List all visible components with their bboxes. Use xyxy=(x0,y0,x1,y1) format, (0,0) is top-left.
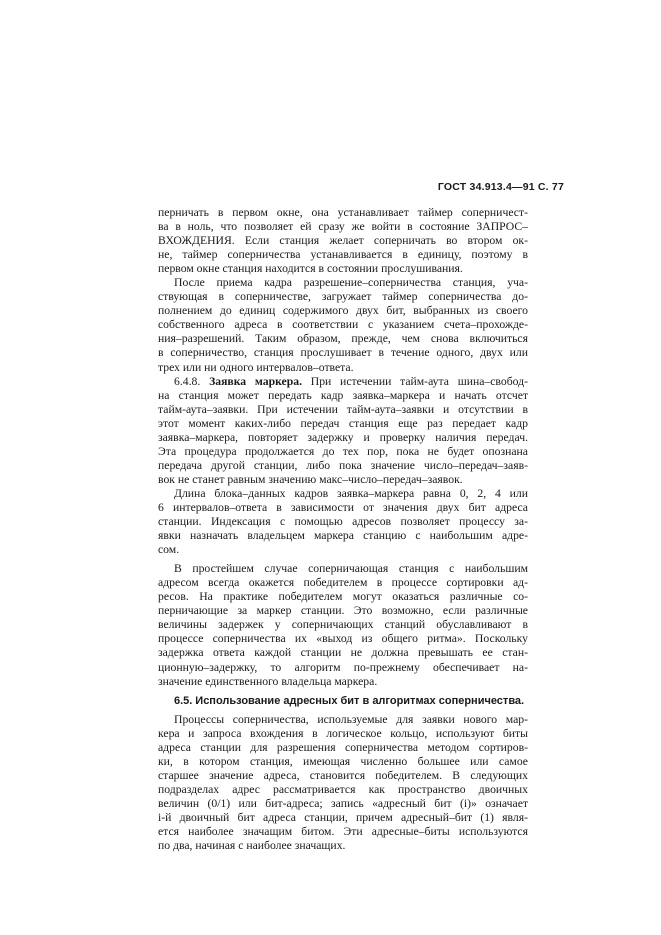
text-line: Длина блока–данных кадров заявка–маркера равна 0, 2, 4 или xyxy=(174,486,528,500)
text-line: ки, в котором станция, имеющая численно большее или самое xyxy=(158,754,528,768)
text-line: старшее значение адреса, становится победителем. В следующих xyxy=(158,768,528,782)
text-line: ресов. На практике победителем могут оказаться различные со- xyxy=(158,590,528,604)
text-line: тайм-аута–заявки. При истечении тайм-аута–заявки и отсутствии в xyxy=(158,402,528,416)
text-line: в соперничество, станция прослушивает в течение одного, двух или xyxy=(158,346,528,360)
text-line: Процессы соперничества, используемые для заявки нового мар- xyxy=(174,712,528,726)
paragraph-5 xyxy=(158,562,528,688)
paragraph-4 xyxy=(158,487,528,557)
text-line xyxy=(158,375,528,389)
text-line: трех или ни одного интервалов–ответа. xyxy=(158,360,354,374)
text-line: передача другой станции, либо пока значение число–передач–заяв- xyxy=(158,458,528,472)
text-line: по два, начиная с наиболее значащих. xyxy=(158,839,346,853)
text-line: подразделах адрес рассматривается как пространство двоичных xyxy=(158,782,528,796)
text-fragment: При истечении тайм-аута шина–свобод- xyxy=(310,374,529,388)
text-line: вок не станет равным значению макс–число–передач–заявок. xyxy=(158,472,463,486)
text-line: ствующая в соперничестве, загружает таймер соперничества до- xyxy=(158,290,528,304)
text-line: сом. xyxy=(158,543,180,557)
text-line: перничающие за маркер станции. Это возможно, если различные xyxy=(158,604,528,618)
text-line: не, таймер соперничества устанавливается в единицу, поэтому в xyxy=(158,248,528,262)
document-body xyxy=(158,206,528,853)
text-line: величин (0/1) или бит-адреса; запись «адресный бит (i)» означает xyxy=(158,796,528,810)
page-header: ГОСТ 34.913.4—91 С. 77 xyxy=(437,181,564,193)
text-line: на станция может передать кадр заявка–маркера и начать отсчет xyxy=(158,388,528,402)
text-line: перничать в первом окне, она устанавливает таймер соперничест- xyxy=(158,206,528,219)
text-line xyxy=(158,694,528,708)
text-line: заявка–маркера, повторяет задержку и проверку наличия передач. xyxy=(158,430,528,444)
section-number: 6.4.8. xyxy=(174,374,201,388)
text-line: станции. Индексация с помощью адресов позволяет процессу за- xyxy=(158,515,528,529)
text-line: ва в ноль, что позволяет ей сразу же войти в состояние ЗАПРОС– xyxy=(158,220,528,234)
text-line: процессе соперничества их «выход из общего ритма». Поскольку xyxy=(158,632,528,646)
text-line: адреса станции для разрешения соперничества методом сортиров- xyxy=(158,740,528,754)
section-6-4-8 xyxy=(158,375,528,487)
text-line: ВХОЖДЕНИЯ. Если станция желает соперничать во втором ок- xyxy=(158,234,528,248)
text-line: этот момент каких-либо передач станция еще раз передает кадр xyxy=(158,416,528,430)
text-line: первом окне станция находится в состоянии прослушивания. xyxy=(158,262,463,276)
text-line: собственного адреса в соответствии с указанием счета–прохожде- xyxy=(158,318,528,332)
text-line: ния–разрешений. Таким образом, прежде, чем снова включиться xyxy=(158,332,528,346)
text-line: значение единственного владельца маркера. xyxy=(158,674,378,688)
paragraph-2 xyxy=(158,276,528,374)
text-line: 6 интервалов–ответа в зависимости от значения двух бит адреса xyxy=(158,500,528,514)
paragraph-7 xyxy=(158,713,528,853)
text-line: В простейшем случае соперничающая станция с наибольшим xyxy=(174,562,528,576)
text-line: кера и запроса вхождения в логическое кольцо, используют биты xyxy=(158,726,528,740)
text-line: Эта процедура продолжается до тех пор, пока не будет опознана xyxy=(158,444,528,458)
paragraph-1 xyxy=(158,206,528,276)
section-6-5-heading xyxy=(158,694,528,708)
text-line: адресом всегда окажется победителем в процессе сортировки ад- xyxy=(158,576,528,590)
section-number: 6.5. xyxy=(174,694,193,707)
text-line: После приема кадра разрешение–соперничества станция, уча- xyxy=(174,276,528,290)
section-heading: Использование адресных бит в алгоритмах соперничества. xyxy=(195,694,525,707)
text-line: явки назначать владельцем маркера станцию с наибольшим адре- xyxy=(158,529,528,543)
text-line: ционную–задержку, то алгоритм по-прежнему обеспечивает на- xyxy=(158,660,528,674)
text-line: величины задержек у соперничающих станций обуславливают в xyxy=(158,618,528,632)
section-heading: Заявка маркера. xyxy=(209,374,302,388)
text-line: i-й двоичный бит адреса станции, причем адресный–бит (1) явля- xyxy=(158,810,528,824)
text-line: задержка ответа каждой станции не должна превышать ее стан- xyxy=(158,646,528,660)
text-line: ется наиболее значащим битом. Эти адресные–биты используются xyxy=(158,825,528,839)
text-line: полнением до единиц содержимого двух бит, выбранных из своего xyxy=(158,304,528,318)
